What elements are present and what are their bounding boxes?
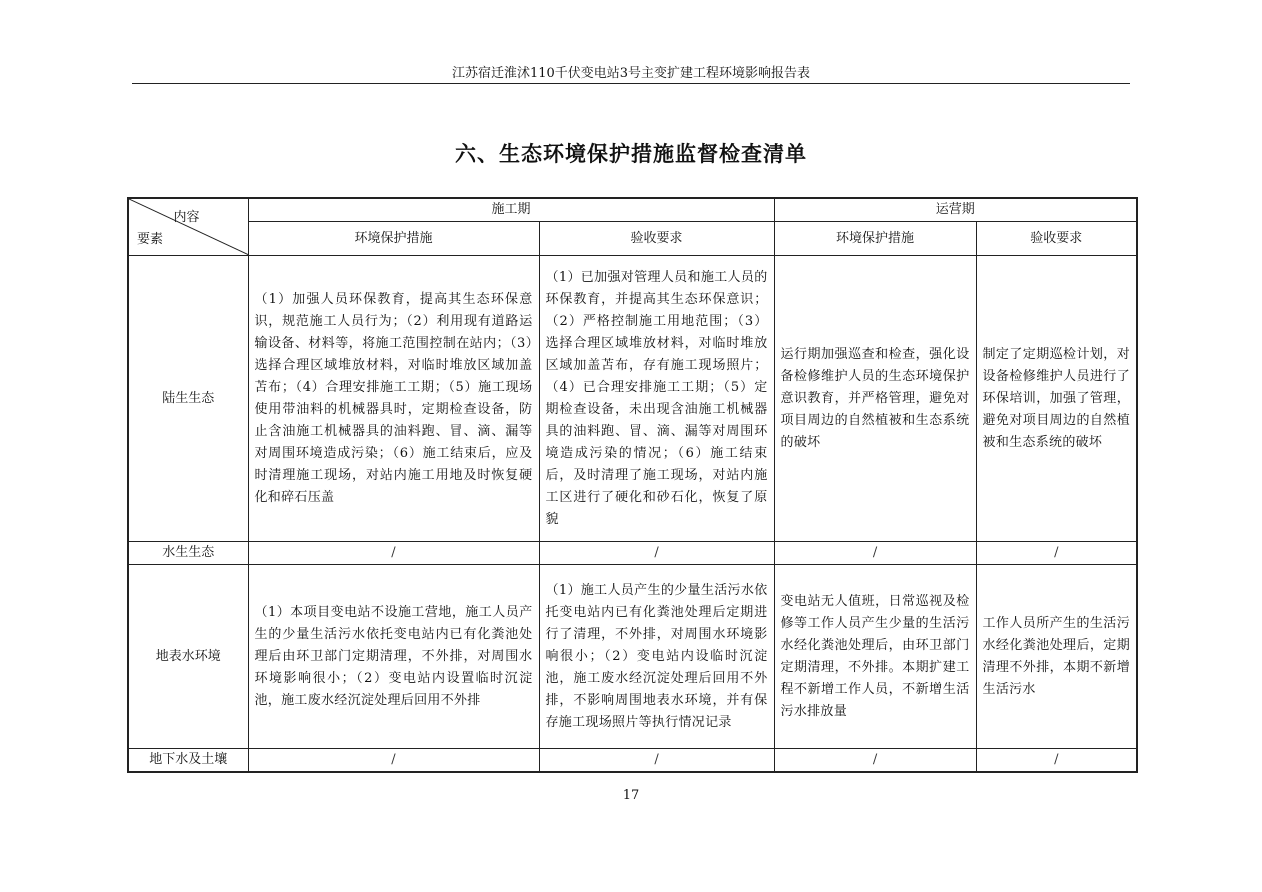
construction-acceptance-cell: （1）施工人员产生的少量生活污水依托变电站内已有化粪池处理后定期进行了清理，不外排，对周围水环境影响很小；（2）变电站内设临时沉淀池，施工废水经沉淀处理后回用不外排，不影响周围地表水环境，并有保存施工现场照片等执行情况记录: [539, 565, 774, 749]
row-label: 水生生态: [128, 542, 248, 565]
construction-measures-cell: （1）本项目变电站不设施工营地，施工人员产生的少量生活污水依托变电站内已有化粪池处理后由环卫部门定期清理，不外排，对周围水环境影响很小；（2）变电站内设置临时沉淀池，施工废水经沉淀处理后回用不外排: [248, 565, 539, 749]
construction-acceptance-cell: （1）已加强对管理人员和施工人员的环保教育，并提高其生态环保意识；（2）严格控制施工用地范围；（3）选择合理区域堆放材料，对临时堆放区域加盖苫布，存有施工现场照片；（4）已合理安排施工工期；（5）定期检查设备，未出现含油施工机械器具的油料跑、冒、滴、漏等对周围环境造成污染的情况；（6）施工结束后，及时清理了施工现场，对站内施工区进行了硬化和砂石化，恢复了原貌: [539, 256, 774, 542]
header-operation-period: 运营期: [774, 198, 1137, 222]
construction-acceptance-cell: /: [539, 749, 774, 773]
corner-label-content: 内容: [173, 210, 200, 225]
row-label: 地下水及土壤: [128, 749, 248, 773]
operation-acceptance-cell: 制定了定期巡检计划，对设备检修维护人员进行了环保培训，加强了管理，避免对项目周边的自然植被和生态系统的破坏: [976, 256, 1137, 542]
header-construction-acceptance: 验收要求: [539, 222, 774, 256]
corner-label-element: 要素: [137, 232, 164, 247]
running-header: 江苏宿迁淮沭110千伏变电站3号主变扩建工程环境影响报告表: [451, 66, 811, 81]
construction-measures-cell: /: [248, 542, 539, 565]
operation-acceptance-cell: /: [976, 749, 1137, 773]
operation-measures-cell: 运行期加强巡查和检查，强化设备检修维护人员的生态环境保护意识教育，并严格管理，避免对项目周边的自然植被和生态系统的破坏: [774, 256, 976, 542]
operation-measures-cell: /: [774, 749, 976, 773]
table-header-row-periods: [128, 198, 1137, 222]
operation-acceptance-cell: /: [976, 542, 1137, 565]
construction-acceptance-cell: /: [539, 542, 774, 565]
table-header-row-columns: [128, 222, 1137, 256]
construction-measures-cell: /: [248, 749, 539, 773]
table-row-aquatic-ecology: [128, 542, 1137, 565]
table-row-surface-water: [128, 565, 1137, 749]
construction-measures-cell: （1）加强人员环保教育，提高其生态环保意识，规范施工人员行为；（2）利用现有道路运输设备、材料等，将施工范围控制在站内；（3）选择合理区域堆放材料，对临时堆放区域加盖苫布；（4）合理安排施工工期；（5）施工现场使用带油料的机械器具时，定期检查设备，防止含油施工机械器具的油料跑、冒、滴、漏等对周围环境造成污染；（6）施工结束后，应及时清理施工现场，对站内施工用地及时恢复硬化和碎石压盖: [248, 256, 539, 542]
supervision-checklist-table: [127, 197, 1138, 773]
page-number: 17: [622, 788, 640, 803]
header-rule: [132, 83, 1130, 84]
row-label: 地表水环境: [128, 565, 248, 749]
table-row-terrestrial-ecology: [128, 256, 1137, 542]
row-label: 陆生生态: [128, 256, 248, 542]
section-title: 六、生态环境保护措施监督检查清单: [455, 142, 807, 166]
operation-acceptance-cell: 工作人员所产生的生活污水经化粪池处理后，定期清理不外排，本期不新增生活污水: [976, 565, 1137, 749]
header-operation-measures: 环境保护措施: [774, 222, 976, 256]
header-construction-measures: 环境保护措施: [248, 222, 539, 256]
operation-measures-cell: /: [774, 542, 976, 565]
header-construction-period: 施工期: [248, 198, 774, 222]
table-row-groundwater-soil: [128, 749, 1137, 773]
header-operation-acceptance: 验收要求: [976, 222, 1137, 256]
corner-header-cell: [128, 198, 248, 256]
operation-measures-cell: 变电站无人值班，日常巡视及检修等工作人员产生少量的生活污水经化粪池处理后，由环卫部门定期清理，不外排。本期扩建工程不新增工作人员，不新增生活污水排放量: [774, 565, 976, 749]
